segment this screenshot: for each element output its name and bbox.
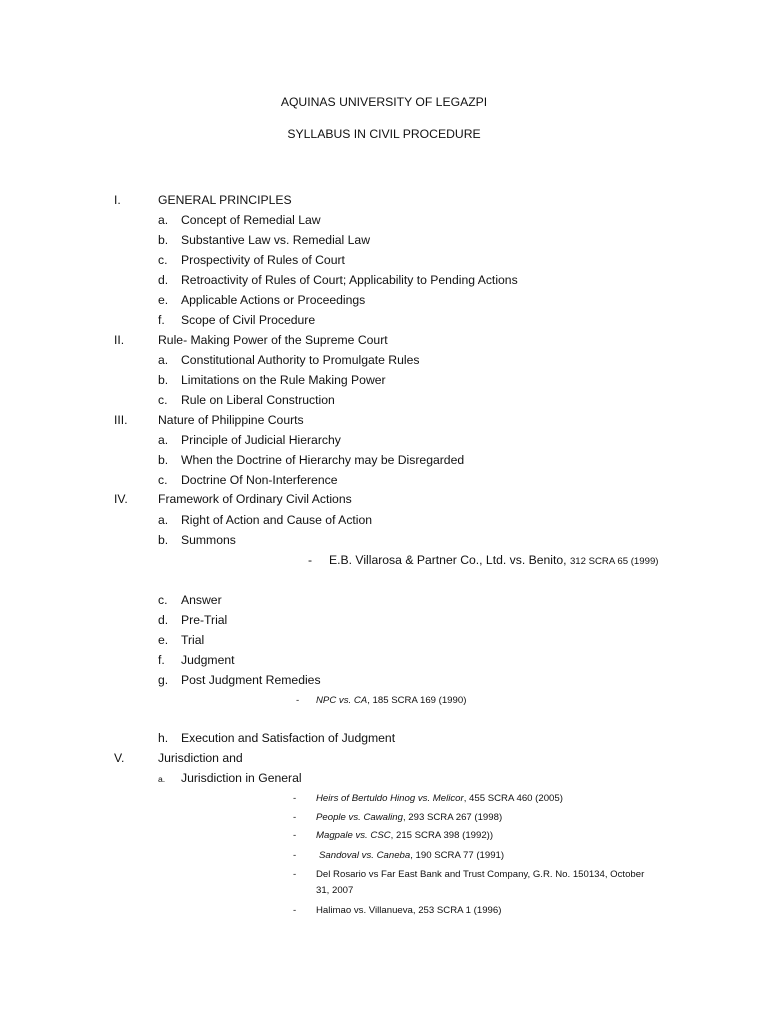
case-citation	[329, 552, 658, 569]
item-text: Retroactivity of Rules of Court; Applicability to Pending Actions	[181, 273, 518, 287]
item-text: Post Judgment Remedies	[181, 673, 321, 687]
case-cite: , 215 SCRA 398 (1992))	[390, 830, 494, 841]
item-text: Concept of Remedial Law	[181, 213, 321, 227]
case-dash: -	[293, 812, 297, 823]
case-cite: , 455 SCRA 460 (2005)	[463, 793, 563, 804]
item-letter: f.	[158, 313, 165, 327]
item-text: Scope of Civil Procedure	[181, 313, 316, 327]
case-name: Sandoval vs. Caneba	[319, 850, 411, 861]
item-text: Principle of Judicial Hierarchy	[181, 433, 341, 447]
item-letter: c.	[158, 253, 168, 267]
item-text: Right of Action and Cause of Action	[181, 513, 373, 527]
item-text: Jurisdiction in General	[181, 771, 302, 785]
case-name: Magpale vs. CSC	[316, 830, 391, 841]
item-letter: b.	[158, 233, 169, 247]
item-letter: a.	[158, 513, 169, 527]
syllabus-title: SYLLABUS IN CIVIL PROCEDURE	[287, 127, 481, 141]
item-letter: g.	[158, 673, 169, 687]
case-dash: -	[296, 695, 300, 706]
item-letter: e.	[158, 293, 169, 307]
case-cite: , 190 SCRA 77 (1991)	[410, 850, 505, 861]
item-text: Judgment	[181, 653, 235, 667]
case-citation-line-2: 31, 2007	[316, 885, 354, 896]
item-text: Rule on Liberal Construction	[181, 393, 335, 407]
case-dash: -	[293, 793, 297, 804]
item-letter: b.	[158, 533, 169, 547]
case-dash: -	[293, 830, 297, 841]
section-title: Jurisdiction and	[158, 751, 243, 765]
item-letter: b.	[158, 373, 169, 387]
case-dash: -	[293, 905, 297, 916]
item-letter: c.	[158, 473, 168, 487]
item-letter: b.	[158, 453, 169, 467]
item-text: Applicable Actions or Proceedings	[181, 293, 366, 307]
case-citation-line-1: Del Rosario vs Far East Bank and Trust Company, G.R. No. 150134, October	[316, 869, 645, 880]
case-citation	[319, 849, 504, 863]
section-title: Nature of Philippine Courts	[158, 413, 304, 427]
item-letter: a.	[158, 353, 169, 367]
section-numeral: V.	[114, 751, 125, 765]
item-text: Trial	[181, 633, 205, 647]
item-text: Constitutional Authority to Promulgate Rules	[181, 353, 420, 367]
item-letter: f.	[158, 653, 165, 667]
item-text: When the Doctrine of Hierarchy may be Disregarded	[181, 453, 465, 467]
item-text: Answer	[181, 593, 222, 607]
section-title: Framework of Ordinary Civil Actions	[158, 492, 352, 506]
item-letter: h.	[158, 731, 169, 745]
section-numeral: IV.	[114, 492, 128, 506]
case-cite: 312 SCRA 65 (1999)	[569, 556, 659, 567]
item-letter: c.	[158, 393, 168, 407]
case-citation: Halimao vs. Villanueva, 253 SCRA 1 (1996)	[316, 905, 502, 916]
item-text: Execution and Satisfaction of Judgment	[181, 731, 396, 745]
section-numeral: III.	[114, 413, 128, 427]
case-cite: , 293 SCRA 267 (1998)	[402, 812, 503, 823]
case-citation	[316, 811, 502, 825]
item-text: Substantive Law vs. Remedial Law	[181, 233, 371, 247]
case-name: People vs. Cawaling	[316, 812, 403, 823]
item-letter: a.	[158, 774, 166, 784]
item-letter: e.	[158, 633, 169, 647]
item-letter: c.	[158, 593, 168, 607]
section-numeral: I.	[114, 193, 121, 207]
item-text: Doctrine Of Non-Interference	[181, 473, 338, 487]
case-name: E.B. Villarosa & Partner Co., Ltd. vs. Benito,	[329, 553, 567, 567]
case-name: Heirs of Bertuldo Hinog vs. Melicor	[316, 793, 464, 804]
case-citation	[316, 792, 563, 806]
university-name: AQUINAS UNIVERSITY OF LEGAZPI	[280, 95, 488, 109]
section-title: Rule- Making Power of the Supreme Court	[158, 333, 388, 347]
case-dash: -	[308, 553, 313, 567]
section-numeral: II.	[114, 333, 125, 347]
item-text: Pre-Trial	[181, 613, 228, 627]
item-letter: d.	[158, 613, 169, 627]
item-letter: a.	[158, 213, 169, 227]
case-name: NPC vs. CA	[316, 695, 368, 706]
item-text: Summons	[181, 533, 236, 547]
case-cite: , 185 SCRA 169 (1990)	[367, 695, 467, 706]
item-text: Limitations on the Rule Making Power	[181, 373, 386, 387]
case-dash: -	[293, 869, 297, 880]
item-letter: a.	[158, 433, 169, 447]
item-letter: d.	[158, 273, 169, 287]
case-citation	[316, 694, 466, 708]
item-text: Prospectivity of Rules of Court	[181, 253, 345, 267]
case-citation	[316, 829, 493, 843]
case-dash: -	[293, 850, 297, 861]
section-title: GENERAL PRINCIPLES	[158, 193, 292, 207]
